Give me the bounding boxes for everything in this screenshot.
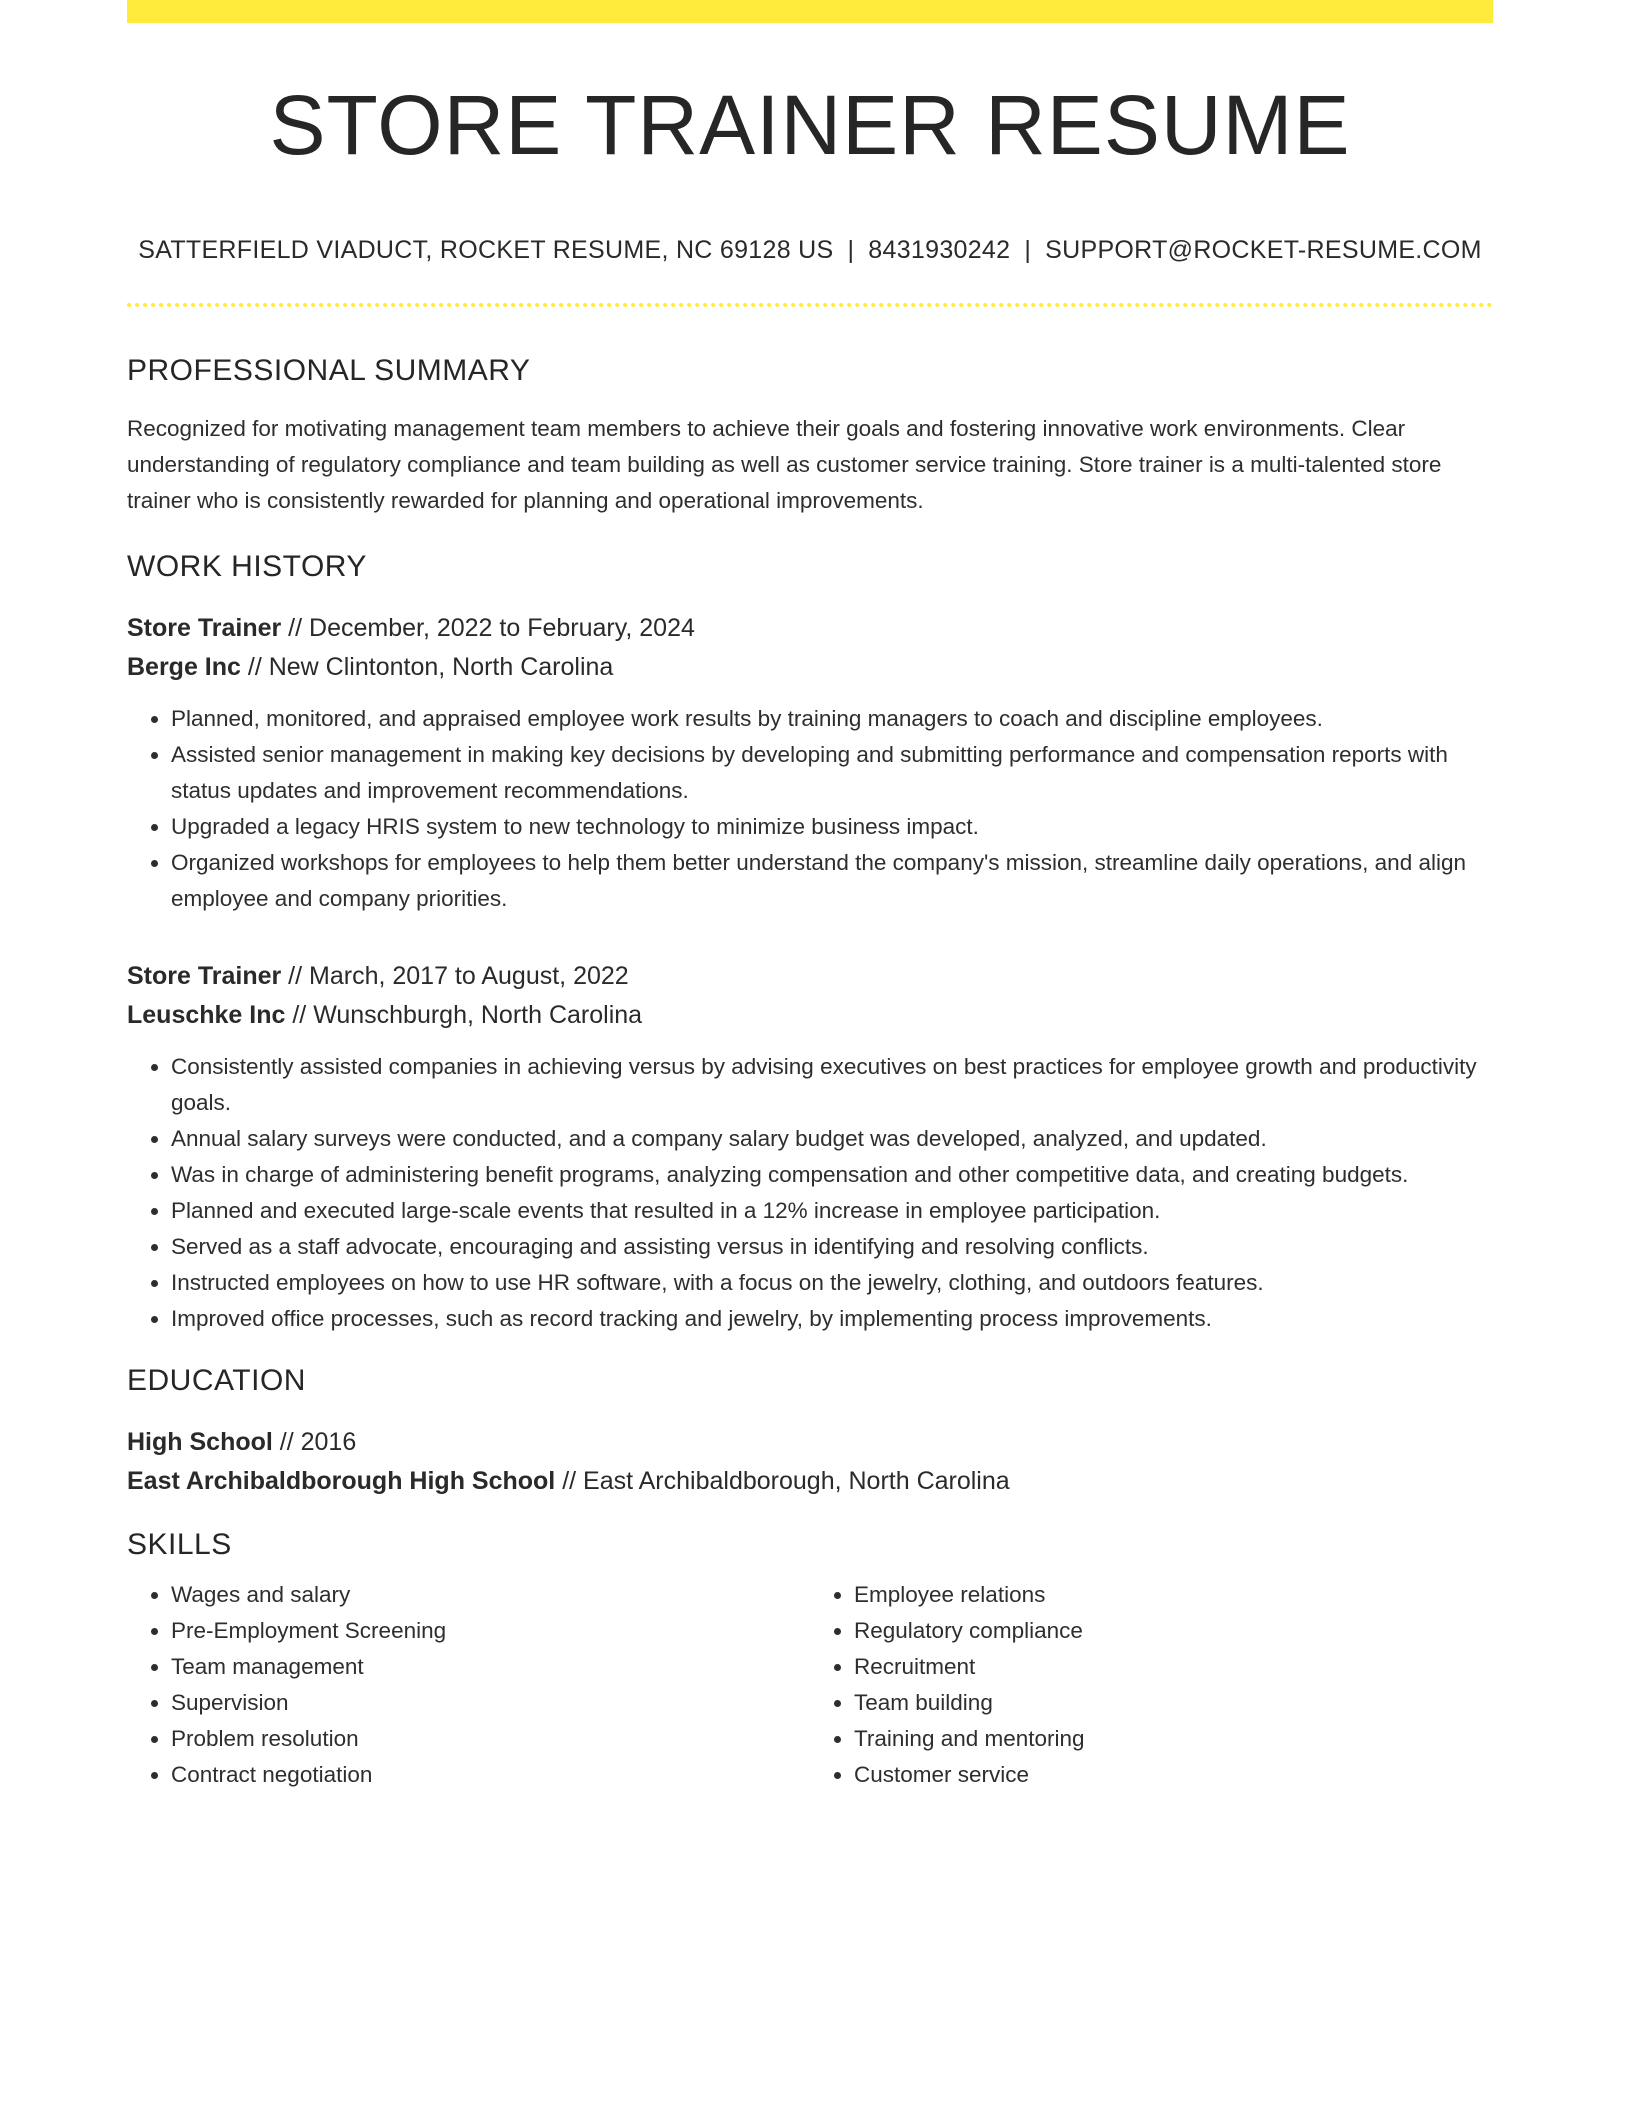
contact-email: SUPPORT@ROCKET-RESUME.COM	[1045, 236, 1482, 264]
list-item: • Planned, monitored, and appraised employee work results by training managers to coach and discipline employees.	[171, 701, 1493, 737]
skill-item: • Contract negotiation	[171, 1757, 810, 1793]
contact-phone: 8431930242	[868, 236, 1011, 264]
skill-item: • Pre-Employment Screening	[171, 1613, 810, 1649]
education-school-line	[127, 1462, 1493, 1501]
skill-item: • Employee relations	[854, 1577, 1493, 1613]
education-degree: High School	[127, 1428, 273, 1456]
skill-item: • Supervision	[171, 1685, 810, 1721]
job-dates: // March, 2017 to August, 2022	[281, 962, 629, 990]
job-location: // New Clintonton, North Carolina	[240, 653, 614, 681]
summary-heading: PROFESSIONAL SUMMARY	[127, 354, 531, 387]
contact-separator: |	[847, 236, 855, 264]
skill-item: • Training and mentoring	[854, 1721, 1493, 1757]
skills-right-column	[810, 1577, 1493, 1793]
job-location: // Wunschburgh, North Carolina	[285, 1001, 643, 1029]
education-degree-line	[127, 1423, 1493, 1462]
skill-item: • Problem resolution	[171, 1721, 810, 1757]
list-item: • Assisted senior management in making key decisions by developing and submitting performance and compensation reports with status updates and improvement recommendations.	[171, 737, 1493, 809]
job-company-line	[127, 648, 1493, 687]
job-company: Berge Inc	[127, 653, 241, 681]
list-item: • Instructed employees on how to use HR software, with a focus on the jewelry, clothing, and outdoors features.	[171, 1265, 1493, 1301]
list-item: • Organized workshops for employees to help them better understand the company's mission, streamline daily operations, and align employee and company priorities.	[171, 845, 1493, 917]
education-location: // East Archibaldborough, North Carolina	[555, 1467, 1010, 1495]
skill-item: • Recruitment	[854, 1649, 1493, 1685]
resume-page	[127, 0, 1493, 1793]
job-position: Store Trainer	[127, 614, 282, 642]
skill-item: • Team building	[854, 1685, 1493, 1721]
contact-separator: |	[1024, 236, 1032, 264]
job-company-line	[127, 996, 1493, 1035]
list-item: • Upgraded a legacy HRIS system to new technology to minimize business impact.	[171, 809, 1493, 845]
education-entry	[127, 1423, 1493, 1501]
job-position-line	[127, 609, 1493, 648]
list-item: • Consistently assisted companies in achieving versus by advising executives on best practices for employee growth and productivity goals.	[171, 1049, 1493, 1121]
education-heading: EDUCATION	[127, 1364, 306, 1397]
job-entry	[127, 957, 1493, 1337]
skills-left-column	[127, 1577, 810, 1793]
accent-top-bar	[127, 0, 1493, 23]
contact-address: SATTERFIELD VIADUCT, ROCKET RESUME, NC 69128 US	[138, 236, 834, 264]
education-school: East Archibaldborough High School	[127, 1467, 556, 1495]
education-year: // 2016	[272, 1428, 357, 1456]
skill-item: • Wages and salary	[171, 1577, 810, 1613]
list-item: • Served as a staff advocate, encouraging and assisting versus in identifying and resolving conflicts.	[171, 1229, 1493, 1265]
job-dates: // December, 2022 to February, 2024	[281, 614, 695, 642]
job-position: Store Trainer	[127, 962, 282, 990]
work-history-heading: WORK HISTORY	[127, 550, 367, 583]
job-position-line	[127, 957, 1493, 996]
skills-heading: SKILLS	[127, 1528, 232, 1561]
resume-title: STORE TRAINER RESUME	[269, 78, 1351, 172]
job-entry	[127, 609, 1493, 917]
dotted-divider	[127, 303, 1493, 307]
job-company: Leuschke Inc	[127, 1001, 286, 1029]
contact-line	[127, 235, 1493, 265]
skill-item: • Team management	[171, 1649, 810, 1685]
job-bullets	[127, 701, 1493, 917]
skills-columns	[127, 1577, 1493, 1793]
list-item: • Planned and executed large-scale events that resulted in a 12% increase in employee participation.	[171, 1193, 1493, 1229]
summary-text: Recognized for motivating management team members to achieve their goals and fostering innovative work environments. Clear understanding of regulatory compliance and team building as well as customer service training. Store trainer is a multi-talented store trainer who is consistently rewarded for planning and operational improvements.	[127, 416, 1442, 513]
list-item: • Annual salary surveys were conducted, and a company salary budget was developed, analyzed, and updated.	[171, 1121, 1493, 1157]
list-item: • Improved office processes, such as record tracking and jewelry, by implementing process improvements.	[171, 1301, 1493, 1337]
list-item: • Was in charge of administering benefit programs, analyzing compensation and other competitive data, and creating budgets.	[171, 1157, 1493, 1193]
job-bullets	[127, 1049, 1493, 1337]
skill-item: • Regulatory compliance	[854, 1613, 1493, 1649]
skill-item: • Customer service	[854, 1757, 1493, 1793]
